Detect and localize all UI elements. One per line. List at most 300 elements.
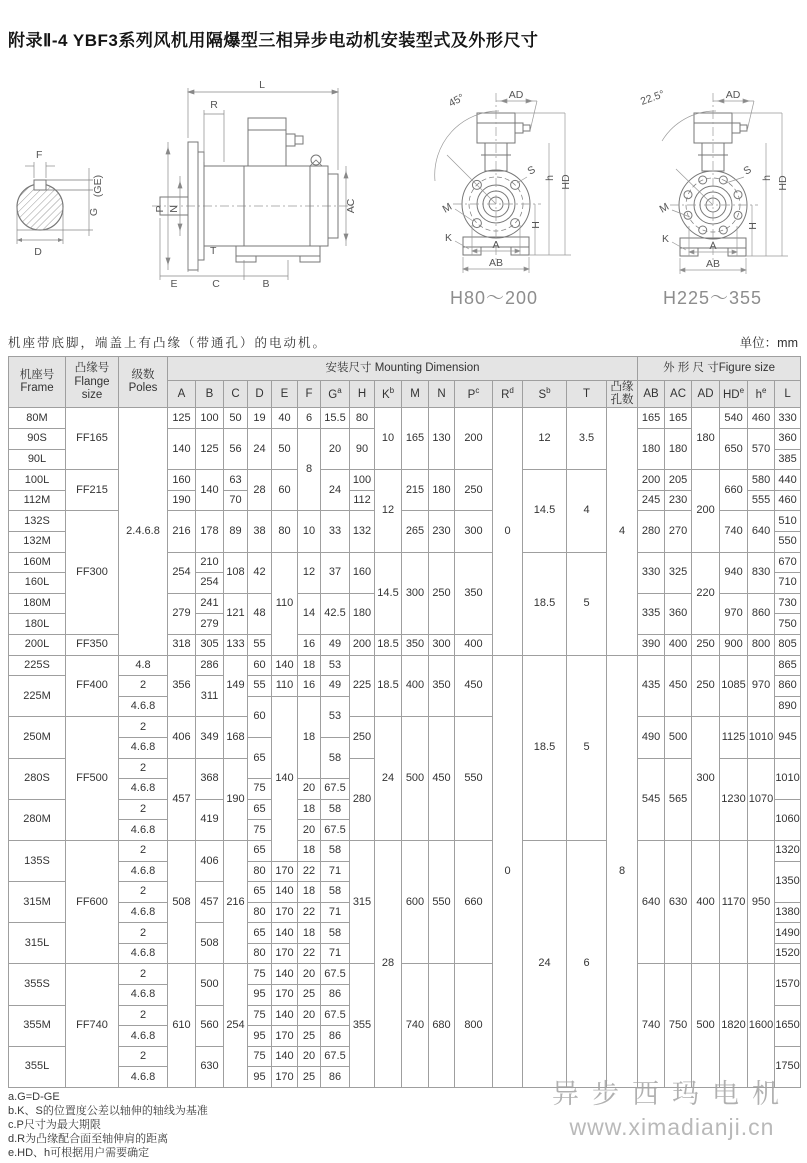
unit-label: 单位：mm	[739, 336, 798, 350]
table-cell: 170	[272, 1067, 298, 1088]
table-cell: 53	[321, 655, 350, 676]
header-cell: F	[298, 381, 321, 408]
table-cell: 250	[692, 634, 720, 655]
table-cell: 355	[350, 964, 375, 1088]
table-cell: 315M	[9, 882, 66, 923]
dim-label-L: L	[259, 79, 265, 91]
table-cell: 355L	[9, 1046, 66, 1087]
table-cell: 230	[665, 490, 692, 511]
table-cell: 1125	[720, 717, 748, 758]
table-cell: 80	[248, 943, 272, 964]
header-cell: M	[402, 381, 429, 408]
table-cell: 1490	[775, 923, 801, 944]
table-cell: 250	[350, 717, 375, 758]
table-cell: 1750	[775, 1046, 801, 1087]
table-cell: 311	[196, 676, 224, 717]
table-cell: 2	[119, 923, 168, 944]
front-view-h225-355-drawing	[610, 85, 802, 277]
table-cell: 180M	[9, 593, 66, 614]
table-cell: 65	[248, 799, 272, 820]
table-cell: 40	[272, 408, 298, 429]
table-cell: 22	[298, 861, 321, 882]
table-cell: 160L	[9, 573, 66, 594]
table-cell: 890	[775, 696, 801, 717]
table-cell: 225M	[9, 676, 66, 717]
table-cell: 140	[272, 882, 298, 903]
table-cell: 125	[196, 429, 224, 470]
table-cell: 740	[402, 964, 429, 1088]
table-cell: 170	[272, 861, 298, 882]
table-cell: 280M	[9, 799, 66, 840]
dim-label-AB: AB	[705, 258, 721, 270]
table-cell: 406	[196, 840, 224, 881]
table-cell: 457	[168, 758, 196, 840]
table-cell: 140	[272, 1005, 298, 1026]
table-cell: 640	[748, 511, 775, 552]
table-cell: 58	[321, 840, 350, 861]
table-cell: 1520	[775, 943, 801, 964]
table-cell: 18.5	[375, 634, 402, 655]
table-cell: 270	[665, 511, 692, 552]
dim-label-B: B	[262, 278, 270, 290]
table-cell: 75	[248, 1005, 272, 1026]
table-cell: 300	[692, 717, 720, 841]
table-cell: 500	[692, 964, 720, 1088]
table-cell: 205	[665, 470, 692, 491]
table-cell: 610	[168, 964, 196, 1088]
table-cell: 550	[429, 840, 455, 964]
table-cell: 180	[692, 408, 720, 470]
table-cell: 65	[248, 840, 272, 861]
table-cell: 250M	[9, 717, 66, 758]
table-cell: 0	[493, 655, 523, 1087]
table-cell: 58	[321, 882, 350, 903]
table-cell: 65	[248, 882, 272, 903]
table-cell: 160	[350, 552, 375, 593]
header-group-cell: 安装尺寸 Mounting Dimension	[168, 357, 638, 381]
table-cell: 170	[272, 1026, 298, 1047]
table-cell: 58	[321, 799, 350, 820]
table-cell: 330	[775, 408, 801, 429]
table-cell: 20	[298, 820, 321, 841]
dim-label-N: N	[168, 205, 180, 213]
header-cell: 级数 Poles	[119, 357, 168, 408]
table-cell: 900	[720, 634, 748, 655]
table-cell: 132M	[9, 532, 66, 553]
table-cell: 140	[168, 429, 196, 470]
table-cell: 2	[119, 964, 168, 985]
table-cell: 315	[350, 840, 375, 964]
table-cell: 4.6.8	[119, 1026, 168, 1047]
dim-label-G: G	[88, 207, 100, 217]
header-cell: C	[224, 381, 248, 408]
table-cell: 540	[720, 408, 748, 429]
table-cell: 200	[350, 634, 375, 655]
table-cell: 435	[638, 655, 665, 717]
table-cell: 330	[638, 552, 665, 593]
table-cell: 140	[272, 696, 298, 861]
table-cell: 25	[298, 1026, 321, 1047]
table-cell: 1230	[720, 758, 748, 840]
table-cell: 15.5	[321, 408, 350, 429]
footnotes	[8, 1091, 208, 1161]
dim-label-S: S	[741, 163, 754, 178]
table-cell: 16	[298, 634, 321, 655]
table-cell: 490	[638, 717, 665, 758]
motor-side-view-drawing	[148, 78, 363, 290]
table-cell: 16	[298, 676, 321, 697]
table-cell: 18	[298, 696, 321, 778]
table-cell: 1170	[720, 840, 748, 964]
table-cell: 508	[168, 840, 196, 964]
table-cell: 350	[429, 655, 455, 717]
table-cell: 215	[402, 470, 429, 511]
table-cell: 4.6.8	[119, 943, 168, 964]
table-cell: 178	[196, 511, 224, 552]
table-cell: 550	[775, 532, 801, 553]
header-cell: $h^e$	[748, 381, 775, 408]
table-cell: 24	[321, 470, 350, 511]
table-cell: 12	[298, 552, 321, 593]
table-cell: 12	[375, 470, 402, 552]
header-cell: H	[350, 381, 375, 408]
table-cell: 315L	[9, 923, 66, 964]
dim-label-M: M	[657, 200, 672, 216]
table-cell: 12	[523, 408, 567, 470]
dim-label-AC: AC	[345, 198, 357, 214]
table-cell: 254	[224, 964, 248, 1088]
header-cell: AB	[638, 381, 665, 408]
table-cell: 180	[429, 470, 455, 511]
table-cell: 18.5	[375, 655, 402, 717]
table-cell: 2	[119, 882, 168, 903]
table-cell: 6	[567, 840, 607, 1087]
table-cell: 250	[692, 655, 720, 717]
table-cell: 970	[720, 593, 748, 634]
table-cell: 180L	[9, 614, 66, 635]
table-cell: 660	[455, 840, 493, 964]
table-cell: 80	[248, 902, 272, 923]
table-cell: 112	[350, 490, 375, 511]
table-cell: 20	[321, 429, 350, 470]
dim-label-S: S	[525, 163, 538, 178]
table-cell: 190	[168, 490, 196, 511]
table-cell: 680	[429, 964, 455, 1088]
table-cell: 112M	[9, 490, 66, 511]
table-cell: 140	[196, 470, 224, 511]
table-cell: 6	[298, 408, 321, 429]
table-cell: 1320	[775, 840, 801, 861]
header-cell: A	[168, 381, 196, 408]
table-cell: 71	[321, 902, 350, 923]
table-cell: 125	[168, 408, 196, 429]
table-cell: 20	[298, 1046, 321, 1067]
dim-label-R: R	[210, 99, 218, 111]
table-cell: 165	[665, 408, 692, 429]
table-cell: 168	[224, 717, 248, 758]
table-cell: 279	[168, 593, 196, 634]
table-cell: 75	[248, 820, 272, 841]
table-cell: 245	[638, 490, 665, 511]
table-cell: 95	[248, 1067, 272, 1088]
table-cell: 80	[248, 861, 272, 882]
table-cell: 135S	[9, 840, 66, 881]
table-cell: 140	[272, 1046, 298, 1067]
table-cell: 55	[248, 676, 272, 697]
header-cell: E	[272, 381, 298, 408]
table-cell: 300	[455, 511, 493, 552]
table-cell: 350	[455, 552, 493, 634]
dim-label-M: M	[440, 200, 455, 216]
table-cell: 4.6.8	[119, 779, 168, 800]
table-cell: 65	[248, 923, 272, 944]
table-cell: 280	[638, 511, 665, 552]
table-cell: 18	[298, 882, 321, 903]
table-cell: 630	[665, 840, 692, 964]
table-cell: 250	[455, 470, 493, 511]
table-cell: 2	[119, 840, 168, 861]
table-cell: 180	[665, 429, 692, 470]
table-cell: 800	[455, 964, 493, 1088]
table-cell: 100L	[9, 470, 66, 491]
table-cell: 67.5	[321, 1046, 350, 1067]
table-cell: 2	[119, 1046, 168, 1067]
table-cell: 280S	[9, 758, 66, 799]
dim-label-45deg: 45°	[446, 91, 467, 110]
table-cell: 225	[350, 655, 375, 717]
table-cell: 325	[665, 552, 692, 593]
dim-label-22-5deg: 22.5°	[638, 88, 667, 108]
table-cell: 368	[196, 758, 224, 799]
table-cell: 140	[272, 923, 298, 944]
table-cell: 63	[224, 470, 248, 491]
table-cell: 28	[375, 840, 402, 1087]
table-cell: 140	[272, 964, 298, 985]
dim-label-D: D	[34, 246, 42, 258]
table-cell: 300	[402, 552, 429, 634]
table-cell: 49	[321, 634, 350, 655]
dim-label-HD: HD	[560, 174, 572, 190]
table-cell: 349	[196, 717, 224, 758]
table-cell: 650	[720, 429, 748, 470]
table-cell: 4.6.8	[119, 902, 168, 923]
front-view-h80-200-drawing	[425, 85, 610, 277]
table-cell: 55	[248, 634, 272, 655]
table-cell: 1350	[775, 861, 801, 902]
table-cell: 95	[248, 1026, 272, 1047]
dim-label-C: C	[212, 278, 220, 290]
table-cell: 241	[196, 593, 224, 614]
table-cell: 75	[248, 964, 272, 985]
header-group-cell: 外 形 尺 寸Figure size	[638, 357, 801, 381]
table-cell: 75	[248, 779, 272, 800]
dim-label-h: h	[761, 175, 773, 181]
table-cell: 190	[224, 758, 248, 840]
table-cell: 400	[455, 634, 493, 655]
table-body	[9, 408, 801, 1088]
table-cell: 165	[638, 408, 665, 429]
table-cell: 22	[298, 943, 321, 964]
footnote-line: d.R为凸缘配合面至轴伸肩的距离	[8, 1132, 169, 1145]
table-cell: 390	[638, 634, 665, 655]
table-cell: 65	[248, 737, 272, 778]
table-cell: 86	[321, 1067, 350, 1088]
table-cell: 4	[567, 470, 607, 552]
table-cell: 24	[523, 840, 567, 1087]
table-cell: 60	[272, 470, 298, 511]
table-cell: 630	[196, 1046, 224, 1087]
table-cell: 2	[119, 676, 168, 697]
dim-label-GE: (GE)	[92, 174, 104, 198]
dim-label-HD: HD	[777, 175, 789, 191]
header-cell: AD	[692, 381, 720, 408]
table-cell: 70	[224, 490, 248, 511]
page-title: 附录Ⅱ-4 YBF3系列风机用隔爆型三相异步电动机安装型式及外形尺寸	[8, 31, 539, 50]
table-cell: 280	[350, 758, 375, 840]
table-cell: FF600	[66, 840, 119, 964]
table-cell: 860	[775, 676, 801, 697]
table-cell: 60	[248, 696, 272, 737]
table-cell: 250	[429, 552, 455, 634]
table-cell: 4.6.8	[119, 1067, 168, 1088]
table-cell: 28	[248, 470, 272, 511]
table-cell: 67.5	[321, 779, 350, 800]
table-cell: 805	[775, 634, 801, 655]
table-cell: 730	[775, 593, 801, 614]
table-cell: 86	[321, 1026, 350, 1047]
dim-label-h: h	[544, 175, 556, 181]
table-cell: 545	[638, 758, 665, 840]
table-cell: 8	[298, 429, 321, 511]
table-cell: 1070	[748, 758, 775, 840]
table-cell: 90L	[9, 449, 66, 470]
table-cell: 500	[402, 717, 429, 841]
table-cell: 4.6.8	[119, 737, 168, 758]
table-cell: 18	[298, 655, 321, 676]
header-cell: 凸缘 孔数	[607, 381, 638, 408]
table-cell: 75	[248, 1046, 272, 1067]
table-cell: 560	[196, 1005, 224, 1046]
table-cell: 4	[607, 408, 638, 655]
table-cell: 970	[748, 655, 775, 717]
table-cell: 132	[350, 511, 375, 552]
footnote-line: e.HD、h可根据用户需要确定	[8, 1146, 150, 1159]
table-cell: 180	[638, 429, 665, 470]
table-cell: 2	[119, 1005, 168, 1026]
table-cell: 53	[321, 696, 350, 737]
table-cell: 220	[692, 552, 720, 634]
table-cell: 18	[298, 799, 321, 820]
table-cell: 100	[196, 408, 224, 429]
table-cell: 279	[196, 614, 224, 635]
table-cell: FF400	[66, 655, 119, 717]
table-cell: 10	[298, 511, 321, 552]
table-cell: 1085	[720, 655, 748, 717]
table-cell: 133	[224, 634, 248, 655]
header-cell: D	[248, 381, 272, 408]
table-cell: 48	[248, 593, 272, 634]
table-cell: 2.4.6.8	[119, 408, 168, 655]
table-cell: 37	[321, 552, 350, 593]
table-cell: 265	[402, 511, 429, 552]
watermark-brand-text: 异步西玛电机	[552, 1079, 792, 1109]
table-cell: 216	[168, 511, 196, 552]
table-cell: 254	[168, 552, 196, 593]
dim-label-H: H	[747, 222, 759, 230]
table-cell: 132S	[9, 511, 66, 532]
table-cell: 71	[321, 943, 350, 964]
table-cell: 640	[638, 840, 665, 964]
table-cell: 200	[692, 470, 720, 552]
table-cell: 660	[720, 470, 748, 511]
table-cell: 165	[402, 408, 429, 470]
table-cell: 67.5	[321, 964, 350, 985]
table-cell: 200L	[9, 634, 66, 655]
table-cell: 56	[224, 429, 248, 470]
table-cell: 50	[272, 429, 298, 470]
table-cell: 180	[350, 593, 375, 634]
table-cell: FF215	[66, 470, 119, 511]
table-cell: 50	[224, 408, 248, 429]
table-cell: 750	[775, 614, 801, 635]
table-cell: 1010	[748, 717, 775, 758]
table-cell: 90	[350, 429, 375, 470]
table-cell: 419	[196, 799, 224, 840]
header-cell: 凸缘号 Flange size	[66, 357, 119, 408]
table-cell: 4.6.8	[119, 861, 168, 882]
table-cell: FF300	[66, 511, 119, 635]
table-cell: 25	[298, 1067, 321, 1088]
dim-label-AB: AB	[488, 257, 504, 269]
table-cell: 300	[429, 634, 455, 655]
table-cell: 565	[665, 758, 692, 840]
table-cell: 2	[119, 717, 168, 738]
table-cell: 865	[775, 655, 801, 676]
table-cell: 25	[298, 985, 321, 1006]
table-cell: 130	[429, 408, 455, 470]
table-cell: 1600	[748, 964, 775, 1088]
table-cell: 20	[298, 1005, 321, 1026]
table-cell: 22	[298, 902, 321, 923]
table-cell: 945	[775, 717, 801, 758]
table-cell: 555	[748, 490, 775, 511]
table-cell: 38	[248, 511, 272, 552]
header-cell: $P^c$	[455, 381, 493, 408]
mounting-dimension-table	[8, 356, 801, 1088]
table-cell: 1570	[775, 964, 801, 1005]
table-cell: 457	[196, 882, 224, 923]
table-cell: 86	[321, 985, 350, 1006]
table-cell: 740	[720, 511, 748, 552]
table-cell: 14.5	[523, 470, 567, 552]
table-cell: 305	[196, 634, 224, 655]
table-cell: 830	[748, 552, 775, 593]
header-cell: T	[567, 381, 607, 408]
table-cell: 4.6.8	[119, 985, 168, 1006]
table-cell: 350	[402, 634, 429, 655]
watermark-url-text: www.ximadianji.cn	[569, 1114, 775, 1140]
table-cell: 1650	[775, 1005, 801, 1046]
table-cell: 18	[298, 840, 321, 861]
table-cell: 42	[248, 552, 272, 593]
header-cell: $K^b$	[375, 381, 402, 408]
table-cell: 10	[375, 408, 402, 470]
header-cell: AC	[665, 381, 692, 408]
header-cell: $S^b$	[523, 381, 567, 408]
table-cell: 950	[748, 840, 775, 964]
table-cell: 450	[455, 655, 493, 717]
dim-label-K: K	[662, 233, 670, 245]
